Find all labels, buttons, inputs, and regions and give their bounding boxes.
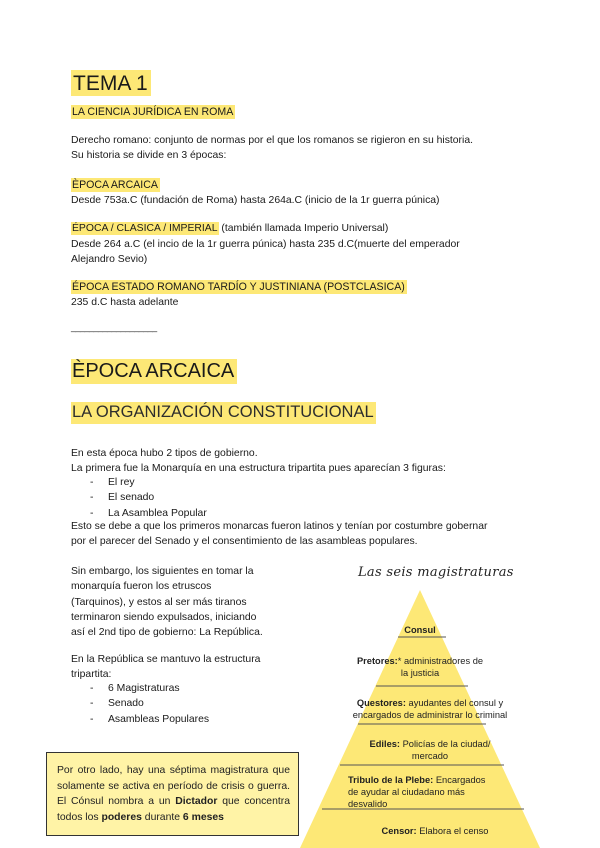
tier-desc: * administradores de: [397, 656, 484, 666]
note-bold-meses: 6 meses: [182, 811, 224, 823]
tier-ediles: [340, 738, 520, 762]
separator-line: ___________________: [71, 322, 157, 332]
section-subtitle: LA ORGANIZACIÓN CONSTITUCIONAL: [71, 402, 376, 424]
list-item: - El rey: [92, 475, 207, 490]
tier-consul: [370, 624, 470, 636]
tier-desc: Elabora el censo: [416, 826, 489, 836]
republic-list: [92, 681, 209, 727]
epoch-clasica-heading: ÉPOCA / CLASICA / IMPERIAL: [72, 223, 218, 234]
epoch-postclasica-heading: ÉPOCA ESTADO ROMANO TARDÍO Y JUSTINIANA (POSTCLASICA): [72, 281, 405, 293]
tier-name: Tribulo de la Plebe:: [348, 775, 434, 785]
section-p3-line-2: por el parecer del Senado y el consentimiento de las asambleas populares.: [71, 536, 418, 547]
page-title: TEMA 1: [71, 70, 151, 96]
epoch-clasica-text-2: Alejandro Sevio): [71, 254, 148, 265]
tier-tribuno: [340, 774, 520, 810]
tier-desc: la justicia: [400, 668, 440, 678]
tier-desc: desvalido: [348, 799, 388, 809]
tier-name: Censor:: [381, 826, 417, 836]
dictator-note-box: [46, 752, 299, 836]
epoch-arcaica-heading: ÈPOCA ARCAICA: [72, 179, 158, 191]
tier-desc: ayudantes del consul y: [405, 698, 504, 708]
page-subtitle: LA CIENCIA JURÍDICA EN ROMA: [72, 106, 234, 118]
list-item: - La Asamblea Popular: [92, 506, 207, 521]
tier-questores: [330, 697, 530, 721]
epoch-clasica-note: (también llamada Imperio Universal): [218, 223, 389, 234]
tier-pretores: [340, 655, 500, 679]
note-bold-poderes: poderes: [101, 811, 142, 823]
p4-line: (Tarquinos), y estos al ser más tiranos: [71, 596, 247, 608]
tier-desc: Policías de la ciudad/: [400, 739, 491, 749]
p5-line: En la República se mantuvo la estructura: [71, 654, 261, 665]
epoch-postclasica-text: 235 d.C hasta adelante: [71, 297, 179, 308]
tier-name: Questores:: [356, 698, 406, 708]
tier-name: Ediles:: [369, 739, 401, 749]
tier-desc: Encargados: [433, 775, 486, 785]
p4-line: monarquía fueron los etruscos: [71, 581, 212, 593]
note-bold-dictador: Dictador: [175, 796, 218, 808]
section-p5: [71, 652, 260, 683]
tier-name: Pretores:: [356, 656, 398, 666]
note-text: durante: [141, 811, 183, 823]
section-p3-line-1: Esto se debe a que los primeros monarcas fueron latinos y tenían por costumbre gobernar: [71, 521, 488, 532]
note-text: que concentra todos los: [57, 796, 290, 823]
list-item: - 6 Magistraturas: [92, 681, 209, 696]
intro-line-1: Derecho romano: conjunto de normas por el que los romanos se rigieron en su historia.: [71, 135, 473, 146]
note-text: Por otro lado, hay una séptima magistratura que solamente se activa en período de crisis o guerra. El Cónsul nombra a un: [57, 765, 290, 808]
p4-line: terminaron siendo expulsados, iniciando: [71, 611, 257, 623]
epoch-clasica-heading-line: [71, 221, 388, 236]
tier-desc: mercado: [411, 751, 449, 761]
section-p2: La primera fue la Monarquía en una estructura tripartita pues aparecían 3 figuras:: [71, 463, 446, 474]
tier-name: Consul: [404, 625, 436, 635]
monarchy-figures-list: [92, 475, 207, 521]
list-item: - El senado: [92, 490, 207, 505]
tier-desc: de ayudar al ciudadano más: [348, 787, 465, 797]
epoch-arcaica-text: Desde 753a.C (fundación de Roma) hasta 264a.C (inicio de la 1r guerra púnica): [71, 195, 440, 206]
tier-desc: encargados de administrar lo criminal: [352, 710, 508, 720]
section-p1: En esta época hubo 2 tipos de gobierno.: [71, 448, 258, 459]
epoch-clasica-text-1: Desde 264 a.C (el incio de la 1r guerra púnica) hasta 235 d.C(muerte del emperador: [71, 239, 460, 250]
tier-censor: [340, 825, 530, 837]
p5-line: tripartita:: [71, 669, 112, 681]
list-item: - Asambleas Populares: [92, 712, 209, 727]
list-item: - Senado: [92, 696, 209, 711]
p4-line: así el 2nd tipo de gobierno: La República.: [71, 627, 263, 639]
p4-line: Sin embargo, los siguientes en tomar la: [71, 566, 254, 577]
section-title: ÈPOCA ARCAICA: [71, 359, 237, 384]
section-p4: [71, 564, 263, 640]
pyramid-title: Las seis magistraturas: [358, 565, 514, 580]
intro-line-2: Su historia se divide en 3 épocas:: [71, 150, 227, 161]
